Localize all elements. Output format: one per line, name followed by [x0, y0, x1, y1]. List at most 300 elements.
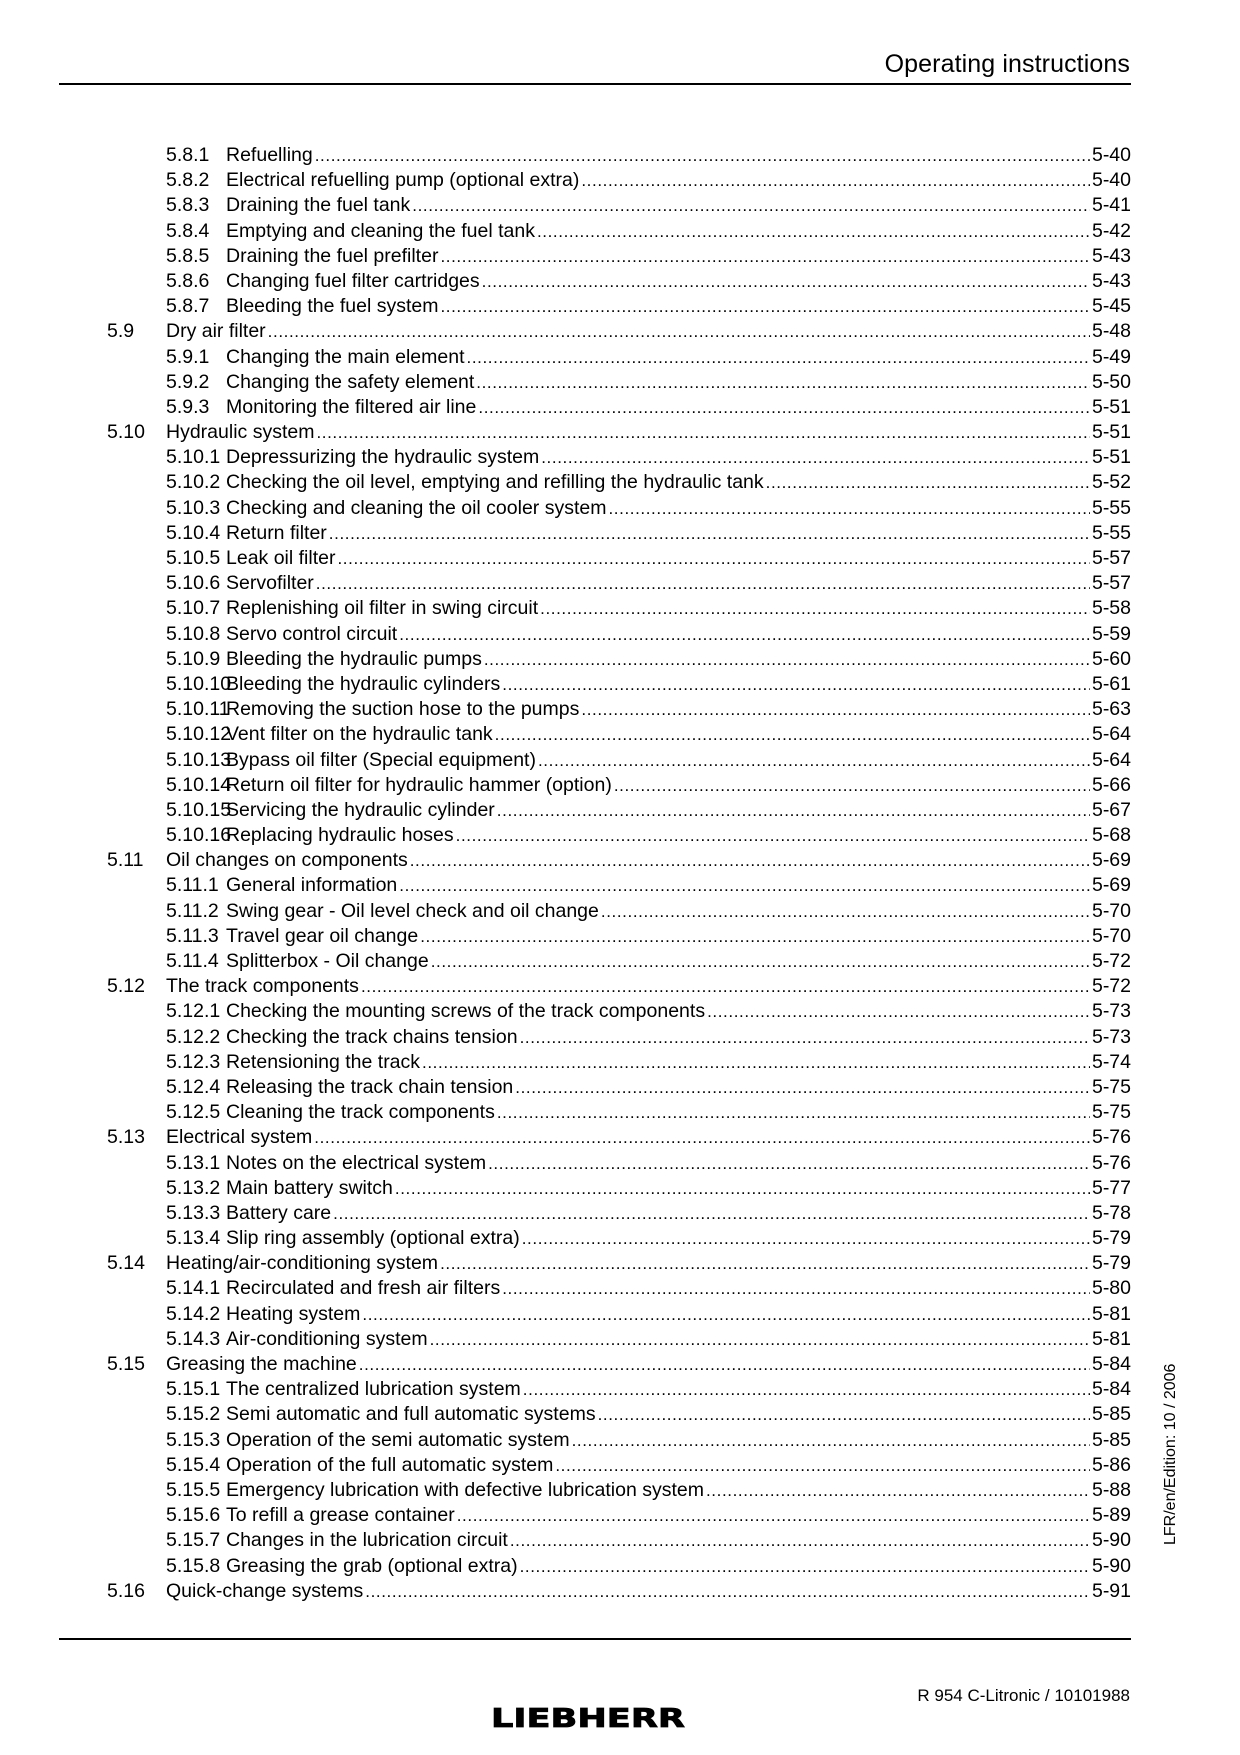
toc-leader-dots	[484, 647, 1090, 672]
toc-title: Bypass oil filter (Special equipment)	[226, 748, 536, 771]
toc-entry	[166, 1453, 1131, 1478]
toc-number: 5.14.3	[166, 1327, 221, 1350]
toc-leader-dots	[412, 193, 1090, 218]
toc-title: Air-conditioning system	[226, 1327, 428, 1350]
logo-wordmark: LIEBHERR	[491, 1704, 685, 1731]
toc-number: 5.15.6	[166, 1504, 221, 1527]
toc-entry	[166, 1402, 1131, 1427]
toc-row[interactable]	[0, 168, 1240, 193]
toc-entry	[166, 722, 1131, 747]
toc-title: Checking the oil level, emptying and refilling the hydraulic tank	[226, 471, 764, 494]
toc-row[interactable]	[0, 319, 1240, 344]
toc-row[interactable]	[0, 521, 1240, 546]
toc-page-number: 5-69	[1091, 849, 1131, 872]
toc-number: 5.16	[107, 1579, 145, 1602]
toc-title: Servo control circuit	[226, 622, 398, 645]
edition-label: LFR/en/Edition: 10 / 2006	[1162, 1363, 1179, 1545]
toc-entry	[166, 470, 1131, 495]
toc-page-number: 5-61	[1091, 672, 1131, 695]
toc-row[interactable]	[0, 1579, 1240, 1604]
toc-row[interactable]	[0, 748, 1240, 773]
toc-leader-dots	[523, 1377, 1090, 1402]
toc-title: Travel gear oil change	[226, 924, 419, 947]
toc-page-number: 5-85	[1091, 1403, 1131, 1426]
toc-title: Checking the mounting screws of the track components	[226, 1000, 706, 1023]
toc-page-number: 5-76	[1091, 1126, 1131, 1149]
toc-number: 5.10.4	[166, 521, 221, 544]
toc-leader-dots	[502, 672, 1090, 697]
toc-page-number: 5-88	[1091, 1478, 1131, 1501]
toc-row[interactable]	[0, 873, 1240, 898]
toc-leader-dots	[361, 974, 1090, 999]
toc-entry	[166, 1302, 1131, 1327]
toc-entry	[166, 168, 1131, 193]
toc-page-number: 5-49	[1091, 345, 1131, 368]
toc-number: 5.12.4	[166, 1075, 221, 1098]
toc-title: Quick-change systems	[166, 1579, 364, 1602]
toc-page-number: 5-90	[1091, 1529, 1131, 1552]
toc-page-number: 5-43	[1091, 244, 1131, 267]
toc-page-number: 5-55	[1091, 496, 1131, 519]
toc-title: Splitterbox - Oil change	[226, 950, 429, 972]
toc-number: 5.15.7	[166, 1529, 221, 1552]
toc-page-number: 5-42	[1091, 219, 1131, 242]
toc-entry	[166, 999, 1131, 1024]
toc-title: Changing the main element	[226, 345, 465, 368]
toc-row[interactable]	[0, 143, 1240, 168]
toc-number: 5.8.7	[166, 295, 210, 318]
toc-title: Vent filter on the hydraulic tank	[226, 723, 493, 746]
toc-number: 5.10.11	[166, 698, 230, 721]
toc-number: 5.10.1	[166, 446, 221, 469]
toc-number: 5.12.3	[166, 1050, 221, 1073]
toc-page-number: 5-76	[1091, 1151, 1131, 1174]
toc-number: 5.13.2	[166, 1176, 221, 1199]
toc-row[interactable]	[0, 924, 1240, 949]
toc-row[interactable]	[0, 848, 1240, 873]
toc-leader-dots	[555, 1453, 1090, 1478]
toc-entry	[166, 596, 1131, 621]
toc-number: 5.14	[107, 1252, 145, 1275]
toc-row[interactable]	[0, 294, 1240, 319]
toc-leader-dots	[488, 1151, 1090, 1176]
toc-row[interactable]	[0, 1125, 1240, 1150]
toc-entry	[166, 924, 1131, 949]
toc-row[interactable]	[0, 974, 1240, 999]
toc-page-number: 5-43	[1091, 269, 1131, 292]
toc-title: Heating/air-conditioning system	[166, 1252, 439, 1275]
toc-number: 5.8.5	[166, 244, 210, 267]
toc-title: Cleaning the track components	[226, 1101, 495, 1124]
toc-number: 5.10.9	[166, 647, 221, 670]
toc-leader-dots	[420, 924, 1090, 949]
footer-rule	[59, 1638, 1131, 1640]
toc-row[interactable]	[0, 798, 1240, 823]
toc-title: Recirculated and fresh air filters	[226, 1277, 501, 1300]
toc-entry	[166, 219, 1131, 244]
toc-page-number: 5-73	[1091, 1025, 1131, 1048]
toc-row[interactable]	[0, 1453, 1240, 1478]
toc-title: Checking and cleaning the oil cooler system	[226, 496, 607, 519]
toc-entry	[166, 773, 1131, 798]
toc-title: Semi automatic and full automatic systems	[226, 1403, 596, 1426]
toc-entry	[166, 622, 1131, 647]
toc-leader-dots	[766, 470, 1090, 495]
toc-entry	[166, 1226, 1131, 1251]
toc-page-number: 5-73	[1091, 1000, 1131, 1023]
toc-row[interactable]	[0, 1100, 1240, 1125]
toc-number: 5.15.2	[166, 1403, 221, 1426]
toc-title: Hydraulic system	[166, 421, 315, 444]
toc-number: 5.8.1	[166, 144, 210, 166]
toc-entry	[166, 420, 1131, 445]
toc-page-number: 5-41	[1091, 194, 1131, 217]
toc-number: 5.8.4	[166, 219, 210, 242]
toc-page-number: 5-86	[1091, 1453, 1131, 1476]
toc-entry	[166, 798, 1131, 823]
toc-leader-dots	[476, 370, 1090, 395]
toc-title: Greasing the machine	[166, 1353, 357, 1375]
toc-title: Slip ring assembly (optional extra)	[226, 1227, 520, 1250]
toc-entry	[166, 1075, 1131, 1100]
toc-page-number: 5-40	[1091, 144, 1131, 166]
toc-entry	[166, 143, 1131, 168]
toc-number: 5.10.5	[166, 547, 221, 569]
toc-leader-dots	[614, 773, 1090, 798]
toc-row[interactable]	[0, 1050, 1240, 1075]
toc-entry	[166, 748, 1131, 773]
toc-leader-dots	[467, 345, 1090, 370]
toc-row[interactable]	[0, 823, 1240, 848]
toc-row[interactable]	[0, 1327, 1240, 1352]
toc-entry	[166, 1025, 1131, 1050]
toc-row[interactable]	[0, 420, 1240, 445]
toc-entry	[166, 1428, 1131, 1453]
toc-leader-dots	[706, 1478, 1090, 1503]
toc-number: 5.11	[107, 849, 144, 872]
toc-page-number: 5-51	[1091, 446, 1131, 469]
toc-leader-dots	[365, 1579, 1090, 1604]
toc-page-number: 5-59	[1091, 622, 1131, 645]
toc-title: Releasing the track chain tension	[226, 1075, 514, 1098]
toc-page-number: 5-81	[1091, 1327, 1131, 1350]
toc-number: 5.11.3	[166, 924, 219, 947]
toc-title: To refill a grease container	[226, 1504, 455, 1527]
toc-number: 5.11.2	[166, 899, 219, 922]
toc-row[interactable]	[0, 370, 1240, 395]
toc-row[interactable]	[0, 1377, 1240, 1402]
toc-entry	[166, 269, 1131, 294]
toc-page-number: 5-89	[1091, 1504, 1131, 1527]
toc-number: 5.10.6	[166, 572, 221, 595]
toc-leader-dots	[707, 999, 1090, 1024]
toc-entry	[166, 1528, 1131, 1553]
toc-page-number: 5-50	[1091, 370, 1131, 393]
toc-row[interactable]	[0, 949, 1240, 974]
toc-page-number: 5-81	[1091, 1302, 1131, 1325]
toc-row[interactable]	[0, 244, 1240, 269]
toc-title: Changing fuel filter cartridges	[226, 269, 480, 292]
toc-page-number: 5-90	[1091, 1554, 1131, 1577]
toc-page-number: 5-78	[1091, 1201, 1131, 1224]
toc-leader-dots	[315, 143, 1090, 168]
toc-leader-dots	[522, 1226, 1090, 1251]
toc-title: Notes on the electrical system	[226, 1151, 487, 1174]
toc-row[interactable]	[0, 345, 1240, 370]
toc-page-number: 5-55	[1091, 521, 1131, 544]
toc-row[interactable]	[0, 697, 1240, 722]
toc-title: Oil changes on components	[166, 849, 408, 872]
toc-row[interactable]	[0, 722, 1240, 747]
toc-entry	[166, 1151, 1131, 1176]
toc-leader-dots	[268, 319, 1090, 344]
toc-entry	[166, 1554, 1131, 1579]
toc-row[interactable]	[0, 1554, 1240, 1579]
toc-leader-dots	[495, 722, 1090, 747]
toc-entry	[166, 672, 1131, 697]
toc-title: Removing the suction hose to the pumps	[226, 698, 580, 721]
toc-leader-dots	[497, 1100, 1090, 1125]
toc-number: 5.10.7	[166, 597, 221, 620]
toc-title: Servofilter	[226, 572, 314, 595]
toc-leader-dots	[540, 596, 1090, 621]
toc-leader-dots	[457, 1503, 1090, 1528]
toc-leader-dots	[440, 1251, 1090, 1276]
toc-row[interactable]	[0, 1503, 1240, 1528]
toc-entry	[166, 1579, 1131, 1604]
toc-number: 5.15.1	[166, 1378, 221, 1401]
toc-page-number: 5-40	[1091, 169, 1131, 192]
toc-entry	[166, 1176, 1131, 1201]
toc-entry	[166, 823, 1131, 848]
toc-row[interactable]	[0, 1528, 1240, 1553]
toc-leader-dots	[520, 1554, 1090, 1579]
toc-number: 5.9.1	[166, 345, 210, 368]
toc-leader-dots	[399, 622, 1090, 647]
toc-entry	[166, 974, 1131, 999]
toc-entry	[166, 244, 1131, 269]
toc-leader-dots	[497, 798, 1090, 823]
toc-title: Checking the track chains tension	[226, 1025, 518, 1048]
toc-leader-dots	[601, 899, 1090, 924]
toc-leader-dots	[422, 1050, 1090, 1075]
toc-title: Return oil filter for hydraulic hammer (option)	[226, 773, 612, 796]
toc-row[interactable]	[0, 496, 1240, 521]
toc-page-number: 5-84	[1091, 1353, 1131, 1375]
toc-number: 5.15.4	[166, 1453, 221, 1476]
toc-leader-dots	[329, 521, 1090, 546]
toc-page-number: 5-57	[1091, 572, 1131, 595]
toc-row[interactable]	[0, 571, 1240, 596]
toc-entry	[166, 521, 1131, 546]
toc-leader-dots	[362, 1302, 1090, 1327]
toc-page-number: 5-68	[1091, 824, 1131, 847]
toc-row[interactable]	[0, 445, 1240, 470]
toc-page-number: 5-85	[1091, 1428, 1131, 1451]
toc-title: Operation of the full automatic system	[226, 1453, 554, 1476]
toc-entry	[166, 546, 1131, 571]
toc-page-number: 5-67	[1091, 798, 1131, 821]
toc-page-number: 5-58	[1091, 597, 1131, 620]
toc-title: Battery care	[226, 1201, 332, 1224]
toc-entry	[166, 1201, 1131, 1226]
toc-number: 5.9	[107, 320, 135, 343]
toc-leader-dots	[510, 1528, 1090, 1553]
toc-row[interactable]	[0, 1226, 1240, 1251]
toc-title: Draining the fuel prefilter	[226, 244, 439, 267]
toc-page-number: 5-77	[1091, 1176, 1131, 1199]
toc-page-number: 5-72	[1091, 950, 1131, 972]
toc-entry	[166, 1125, 1131, 1150]
toc-row[interactable]	[0, 1478, 1240, 1503]
document-id: R 954 C-Litronic / 10101988	[917, 1686, 1130, 1705]
toc-number: 5.14.1	[166, 1277, 221, 1300]
toc-entry	[166, 1352, 1131, 1377]
toc-entry	[166, 193, 1131, 218]
toc-page-number: 5-48	[1091, 320, 1131, 343]
toc-title: Bleeding the fuel system	[226, 295, 439, 318]
toc-leader-dots	[581, 697, 1090, 722]
toc-number: 5.8.3	[166, 194, 210, 217]
toc-leader-dots	[581, 168, 1090, 193]
toc-title: Monitoring the filtered air line	[226, 395, 477, 418]
toc-row[interactable]	[0, 622, 1240, 647]
toc-leader-dots	[314, 1125, 1090, 1150]
toc-leader-dots	[572, 1428, 1090, 1453]
toc-number: 5.14.2	[166, 1302, 221, 1325]
toc-row[interactable]	[0, 647, 1240, 672]
toc-title: Refuelling	[226, 144, 313, 166]
toc-title: Electrical refuelling pump (optional extra)	[226, 169, 580, 192]
toc-entry	[166, 294, 1131, 319]
toc-number: 5.11.4	[166, 950, 219, 972]
toc-title: Operation of the semi automatic system	[226, 1428, 570, 1451]
toc-leader-dots	[456, 823, 1090, 848]
toc-leader-dots	[316, 571, 1090, 596]
toc-row[interactable]	[0, 596, 1240, 621]
toc-number: 5.9.2	[166, 370, 210, 393]
toc-row[interactable]	[0, 1302, 1240, 1327]
toc-title: Changing the safety element	[226, 370, 475, 393]
toc-row[interactable]	[0, 1176, 1240, 1201]
toc-number: 5.10.10	[166, 672, 232, 695]
toc-row[interactable]	[0, 1251, 1240, 1276]
toc-entry	[166, 949, 1131, 974]
page-header-title: Operating instructions	[884, 50, 1130, 78]
toc-leader-dots	[520, 1025, 1090, 1050]
toc-leader-dots	[316, 420, 1090, 445]
toc-number: 5.12	[107, 975, 145, 998]
toc-page-number: 5-60	[1091, 647, 1131, 670]
toc-entry	[166, 370, 1131, 395]
toc-number: 5.10.15	[166, 798, 232, 821]
toc-number: 5.15	[107, 1353, 145, 1375]
toc-page-number: 5-69	[1091, 874, 1131, 897]
toc-row[interactable]	[0, 899, 1240, 924]
toc-title: The centralized lubrication system	[226, 1378, 521, 1401]
toc-page-number: 5-52	[1091, 471, 1131, 494]
toc-title: Emptying and cleaning the fuel tank	[226, 219, 535, 242]
toc-number: 5.11.1	[166, 874, 219, 897]
toc-leader-dots	[502, 1276, 1090, 1301]
toc-row[interactable]	[0, 1402, 1240, 1427]
toc-row[interactable]	[0, 1075, 1240, 1100]
toc-number: 5.10.12	[166, 723, 232, 746]
header-rule	[59, 83, 1131, 85]
toc-number: 5.13.3	[166, 1201, 221, 1224]
toc-title: Bleeding the hydraulic cylinders	[226, 672, 501, 695]
toc-entry	[166, 1327, 1131, 1352]
toc-leader-dots	[333, 1201, 1090, 1226]
toc-title: Leak oil filter	[226, 547, 336, 569]
toc-entry	[166, 1276, 1131, 1301]
toc-row[interactable]	[0, 999, 1240, 1024]
toc-number: 5.10.3	[166, 496, 221, 519]
toc-page-number: 5-75	[1091, 1075, 1131, 1098]
toc-entry	[166, 496, 1131, 521]
toc-number: 5.13.4	[166, 1227, 221, 1250]
toc-row[interactable]	[0, 470, 1240, 495]
toc-number: 5.10.2	[166, 471, 221, 494]
toc-row[interactable]	[0, 1025, 1240, 1050]
toc-title: Bleeding the hydraulic pumps	[226, 647, 482, 670]
toc-page-number: 5-57	[1091, 547, 1131, 569]
toc-entry	[166, 1377, 1131, 1402]
toc-row[interactable]	[0, 1352, 1240, 1377]
toc-number: 5.15.8	[166, 1554, 221, 1577]
toc-page-number: 5-66	[1091, 773, 1131, 796]
toc-title: Changes in the lubrication circuit	[226, 1529, 508, 1552]
toc-page-number: 5-79	[1091, 1252, 1131, 1275]
toc-page-number: 5-84	[1091, 1378, 1131, 1401]
toc-entry	[166, 848, 1131, 873]
toc-row[interactable]	[0, 773, 1240, 798]
toc-row[interactable]	[0, 269, 1240, 294]
toc-row[interactable]	[0, 546, 1240, 571]
toc-row[interactable]	[0, 672, 1240, 697]
toc-row[interactable]	[0, 219, 1240, 244]
toc-page-number: 5-70	[1091, 899, 1131, 922]
toc-entry	[166, 1100, 1131, 1125]
toc-title: Return filter	[226, 521, 327, 544]
toc-page-number: 5-72	[1091, 975, 1131, 998]
toc-number: 5.12.1	[166, 1000, 221, 1023]
liebherr-logo	[490, 1703, 686, 1731]
toc-page-number: 5-51	[1091, 395, 1131, 418]
toc-number: 5.8.2	[166, 169, 210, 192]
toc-number: 5.13.1	[166, 1151, 221, 1174]
toc-row[interactable]	[0, 1201, 1240, 1226]
toc-page-number: 5-51	[1091, 421, 1131, 444]
toc-row[interactable]	[0, 1276, 1240, 1301]
toc-row[interactable]	[0, 395, 1240, 420]
toc-row[interactable]	[0, 1428, 1240, 1453]
toc-leader-dots	[431, 949, 1090, 974]
toc-page-number: 5-45	[1091, 295, 1131, 318]
toc-entry	[166, 1478, 1131, 1503]
toc-title: Replacing hydraulic hoses	[226, 824, 454, 847]
toc-title: Servicing the hydraulic cylinder	[226, 798, 495, 821]
toc-page-number: 5-70	[1091, 924, 1131, 947]
toc-entry	[166, 899, 1131, 924]
toc-entry	[166, 319, 1131, 344]
toc-leader-dots	[598, 1402, 1090, 1427]
toc-title: Emergency lubrication with defective lubrication system	[226, 1478, 704, 1501]
toc-page-number: 5-63	[1091, 698, 1131, 721]
toc-row[interactable]	[0, 193, 1240, 218]
toc-leader-dots	[538, 748, 1090, 773]
toc-row[interactable]	[0, 1151, 1240, 1176]
